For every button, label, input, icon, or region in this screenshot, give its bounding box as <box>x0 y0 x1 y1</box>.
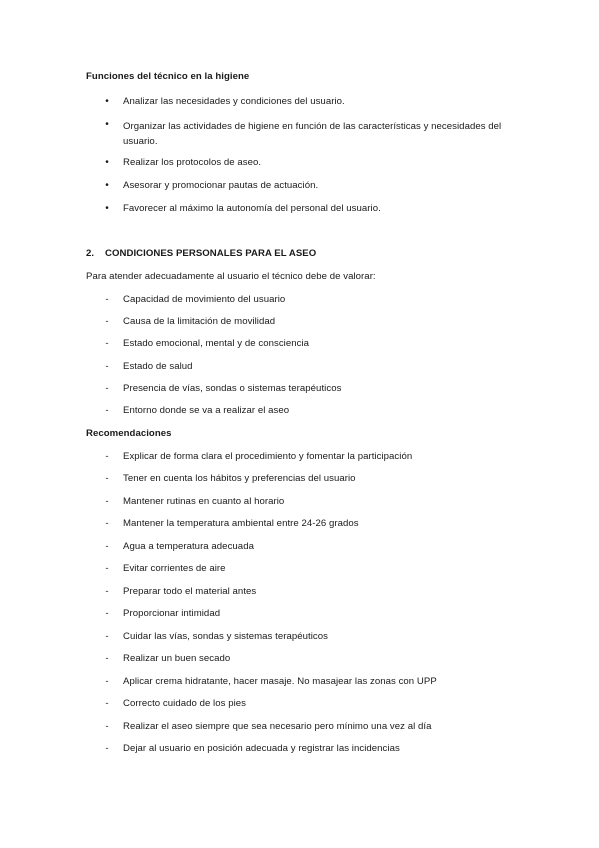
list-item <box>0 631 599 645</box>
list-item <box>0 518 599 532</box>
dash-icon: - <box>105 743 109 754</box>
list-item-text: Aplicar crema hidratante, hacer masaje. No masajear las zonas con UPP <box>123 676 437 687</box>
list-item <box>0 96 599 110</box>
dash-icon: - <box>105 451 109 462</box>
list-item <box>0 541 599 555</box>
section-heading-conditions: CONDICIONES PERSONALES PARA EL ASEO <box>105 248 317 259</box>
section-heading-hygiene: Funciones del técnico en la higiene <box>86 71 250 82</box>
list-item-text: Presencia de vías, sondas o sistemas terapéuticos <box>123 383 342 394</box>
dash-icon: - <box>105 721 109 732</box>
list-item <box>0 119 599 149</box>
list-item-text: Cuidar las vías, sondas y sistemas terapéuticos <box>123 631 328 642</box>
list-item-text: Asesorar y promocionar pautas de actuación. <box>123 180 319 191</box>
dash-icon: - <box>105 294 109 305</box>
bullet-icon: • <box>105 180 109 191</box>
list-item <box>0 361 599 375</box>
list-item-text: Mantener rutinas en cuanto al horario <box>123 496 285 507</box>
bullet-icon: • <box>105 96 109 107</box>
dash-icon: - <box>105 698 109 709</box>
list-item <box>0 383 599 397</box>
dash-icon: - <box>105 631 109 642</box>
intro-paragraph: Para atender adecuadamente al usuario el técnico debe de valorar: <box>86 271 376 282</box>
list-item <box>0 676 599 690</box>
list-item <box>0 563 599 577</box>
list-item-text: Organizar las actividades de higiene en función de las características y necesidades del usuario. <box>123 121 502 147</box>
list-item-text: Explicar de forma clara el procedimiento y fomentar la participación <box>123 451 413 462</box>
dash-icon: - <box>105 361 109 372</box>
dash-icon: - <box>105 653 109 664</box>
list-item-text: Agua a temperatura adecuada <box>123 541 254 552</box>
section-number: 2. <box>86 248 95 259</box>
bullet-icon: • <box>105 119 109 130</box>
list-item-text: Tener en cuenta los hábitos y preferencias del usuario <box>123 473 356 484</box>
list-item <box>0 743 599 757</box>
list-item-text: Realizar un buen secado <box>123 653 231 664</box>
list-item <box>0 608 599 622</box>
dash-icon: - <box>105 518 109 529</box>
dash-icon: - <box>105 586 109 597</box>
bullet-icon: • <box>105 203 109 214</box>
list-item-text: Estado emocional, mental y de consciencia <box>123 338 310 349</box>
bullet-icon: • <box>105 157 109 168</box>
list-item-text: Proporcionar intimidad <box>123 608 221 619</box>
dash-icon: - <box>105 405 109 416</box>
list-item <box>0 698 599 712</box>
dash-icon: - <box>105 316 109 327</box>
list-item <box>0 473 599 487</box>
list-item-text: Evitar corrientes de aire <box>123 563 226 574</box>
dash-icon: - <box>105 496 109 507</box>
list-item-text: Capacidad de movimiento del usuario <box>123 294 286 305</box>
dash-icon: - <box>105 338 109 349</box>
list-item-text: Entorno donde se va a realizar el aseo <box>123 405 290 416</box>
list-item-text: Estado de salud <box>123 361 193 372</box>
dash-icon: - <box>105 608 109 619</box>
list-item <box>0 180 599 194</box>
list-item-text: Analizar las necesidades y condiciones del usuario. <box>123 96 345 107</box>
list-item-text: Correcto cuidado de los pies <box>123 698 246 709</box>
list-item-text: Causa de la limitación de movilidad <box>123 316 276 327</box>
dash-icon: - <box>105 541 109 552</box>
list-item <box>0 586 599 600</box>
dash-icon: - <box>105 473 109 484</box>
dash-icon: - <box>105 563 109 574</box>
list-item-text: Preparar todo el material antes <box>123 586 257 597</box>
list-item-text: Realizar los protocolos de aseo. <box>123 157 262 168</box>
list-item-text: Realizar el aseo siempre que sea necesario pero mínimo una vez al día <box>123 721 432 732</box>
list-item <box>0 451 599 465</box>
list-item <box>0 157 599 171</box>
list-item <box>0 203 599 217</box>
list-item-text: Mantener la temperatura ambiental entre 24-26 grados <box>123 518 359 529</box>
list-item <box>0 405 599 419</box>
dash-icon: - <box>105 676 109 687</box>
list-item <box>0 294 599 308</box>
list-item-text: Dejar al usuario en posición adecuada y registrar las incidencias <box>123 743 400 754</box>
list-item <box>0 721 599 735</box>
list-item <box>0 338 599 352</box>
dash-icon: - <box>105 383 109 394</box>
section-heading-recommendations: Recomendaciones <box>86 428 172 439</box>
list-item <box>0 316 599 330</box>
list-item <box>0 653 599 667</box>
list-item-text: Favorecer al máximo la autonomía del personal del usuario. <box>123 203 381 214</box>
list-item <box>0 496 599 510</box>
